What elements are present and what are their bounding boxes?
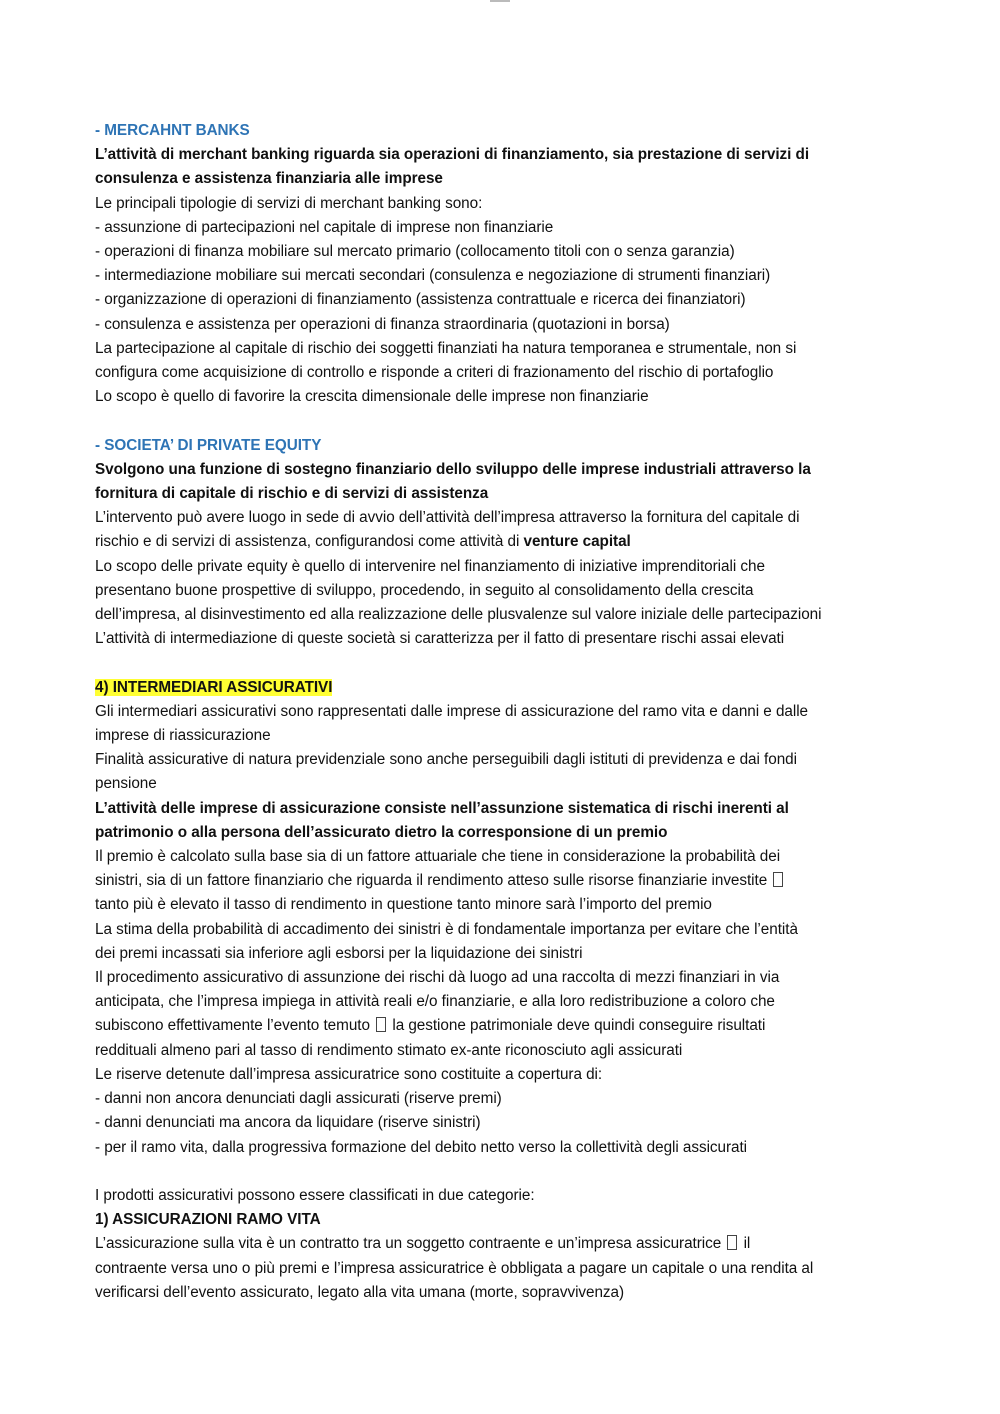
- paragraph-line: Il procedimento assicurativo di assunzione dei rischi dà luogo ad una raccolta di mezzi finanziari in via: [95, 969, 780, 987]
- paragraph-line: contraente versa uno o più premi e l’impresa assicuratrice è obbligata a pagare un capitale o una rendita al: [95, 1259, 814, 1277]
- paragraph-text: subiscono effettivamente l’evento temuto: [95, 1017, 375, 1035]
- paragraph-line: presentano buone prospettive di sviluppo, procedendo, in seguito al consolidamento della crescita: [95, 581, 754, 599]
- bold-paragraph-line: patrimonio o alla persona dell’assicurato dietro la corresponsione di un premio: [95, 823, 668, 841]
- list-item: - intermediazione mobiliare sui mercati secondari (consulenza e negoziazione di strumenti finanziari): [95, 267, 771, 285]
- bold-paragraph-line: Svolgono una funzione di sostegno finanziario dello sviluppo delle imprese industriali attraverso la: [95, 460, 811, 478]
- paragraph-line: pensione: [95, 775, 157, 793]
- paragraph-line: tanto più è elevato il tasso di rendimento in questione tanto minore sarà l’importo del premio: [95, 896, 712, 914]
- bold-paragraph-line: L’attività delle imprese di assicurazione consiste nell’assunzione sistematica di rischi inerenti al: [95, 799, 789, 817]
- list-item: - danni denunciati ma ancora da liquidare (riserve sinistri): [95, 1114, 481, 1132]
- paragraph-line: reddituali almeno pari al tasso di rendimento stimato ex-ante riconosciuto agli assicurati: [95, 1041, 683, 1059]
- paragraph-text: il: [739, 1235, 751, 1253]
- arrow-glyph-icon: [773, 872, 783, 887]
- paragraph-line: Gli intermediari assicurativi sono rappresentati dalle imprese di assicurazione del ramo vita e danni e dalle: [95, 702, 809, 720]
- section-heading-private-equity: - SOCIETA’ DI PRIVATE EQUITY: [95, 436, 322, 454]
- paragraph-line: Lo scopo è quello di favorire la crescita dimensionale delle imprese non finanziarie: [95, 388, 649, 406]
- spacer: [95, 409, 915, 433]
- list-item: - consulenza e assistenza per operazioni di finanza straordinaria (quotazioni in borsa): [95, 315, 670, 333]
- bold-paragraph-line: consulenza e assistenza finanziaria alle imprese: [95, 170, 443, 188]
- paragraph-line: [95, 530, 915, 554]
- list-item: - operazioni di finanza mobiliare sul mercato primario (collocamento titoli con o senza garanzia): [95, 243, 735, 261]
- spacer: [95, 651, 915, 675]
- paragraph-line: [95, 1014, 915, 1038]
- spacer: [95, 1160, 915, 1184]
- highlighted-heading: 4) INTERMEDIARI ASSICURATIVI: [95, 678, 333, 696]
- list-item: - per il ramo vita, dalla progressiva formazione del debito netto verso la collettività degli assicurati: [95, 1138, 748, 1156]
- header-mark: [490, 0, 510, 2]
- arrow-glyph-icon: [727, 1235, 737, 1250]
- paragraph-line: [95, 1232, 915, 1256]
- paragraph-line: verificarsi dell’evento assicurato, legato alla vita umana (morte, sopravvivenza): [95, 1283, 625, 1301]
- section-heading-intermediari-assicurativi: [95, 676, 915, 700]
- paragraph-line: [95, 869, 915, 893]
- paragraph-line: Lo scopo delle private equity è quello di intervenire nel finanziamento di iniziative imprenditoriali che: [95, 557, 765, 575]
- paragraph-line: imprese di riassicurazione: [95, 727, 271, 745]
- paragraph-line: anticipata, che l’impresa impiega in attività reali e/o finanziarie, e alla loro redistribuzione a coloro che: [95, 993, 775, 1011]
- paragraph-line: dei premi incassati sia inferiore agli esborsi per la liquidazione dei sinistri: [95, 944, 583, 962]
- paragraph-line: Le principali tipologie di servizi di merchant banking sono:: [95, 194, 483, 212]
- paragraph-line: La stima della probabilità di accadimento dei sinistri è di fondamentale importanza per evitare che l’entità: [95, 920, 798, 938]
- paragraph-text: sinistri, sia di un fattore finanziario che riguarda il rendimento atteso sulle risorse finanziarie investite: [95, 872, 772, 890]
- section-heading-merchant-banks: - MERCAHNT BANKS: [95, 122, 250, 139]
- paragraph-line: L’intervento può avere luogo in sede di avvio dell’attività dell’impresa attraverso la fornitura del capitale di: [95, 509, 800, 527]
- arrow-glyph-icon: [376, 1017, 386, 1032]
- section-heading-ramo-vita: 1) ASSICURAZIONI RAMO VITA: [95, 1211, 321, 1229]
- paragraph-line: La partecipazione al capitale di rischio dei soggetti finanziati ha natura temporanea e strumentale, non si: [95, 339, 797, 357]
- paragraph-line: Finalità assicurative di natura previdenziale sono anche perseguibili dagli istituti di previdenza e dai fondi: [95, 751, 797, 769]
- bold-paragraph-line: fornitura di capitale di rischio e di servizi di assistenza: [95, 485, 489, 503]
- list-item: - assunzione di partecipazioni nel capitale di imprese non finanziarie: [95, 218, 554, 236]
- bold-paragraph-line: L’attività di merchant banking riguarda sia operazioni di finanziamento, sia prestazione di servizi di: [95, 146, 810, 164]
- document-page: [95, 119, 915, 1305]
- paragraph-text: la gestione patrimoniale deve quindi conseguire risultati: [388, 1017, 766, 1035]
- paragraph-line: Il premio è calcolato sulla base sia di un fattore attuariale che tiene in considerazione la probabilità dei: [95, 848, 781, 866]
- venture-capital-term: venture capital: [523, 533, 631, 551]
- list-item: - danni non ancora denunciati dagli assicurati (riserve premi): [95, 1090, 502, 1108]
- paragraph-line: dell’impresa, al disinvestimento ed alla realizzazione delle plusvalenze sul valore iniziale delle partecipazioni: [95, 606, 822, 624]
- paragraph-line: I prodotti assicurativi possono essere classificati in due categorie:: [95, 1186, 535, 1204]
- list-item: - organizzazione di operazioni di finanziamento (assistenza contrattuale e ricerca dei finanziatori): [95, 291, 746, 309]
- paragraph-text: L’assicurazione sulla vita è un contratto tra un soggetto contraente e un’impresa assicuratrice: [95, 1235, 726, 1253]
- paragraph-text: rischio e di servizi di assistenza, configurandosi come attività di: [95, 533, 524, 551]
- paragraph-line: configura come acquisizione di controllo e risponde a criteri di frazionamento del rischio di portafoglio: [95, 364, 774, 382]
- paragraph-line: Le riserve detenute dall’impresa assicuratrice sono costituite a copertura di:: [95, 1065, 603, 1083]
- paragraph-line: L’attività di intermediazione di queste società si caratterizza per il fatto di presentare rischi assai elevati: [95, 630, 785, 648]
